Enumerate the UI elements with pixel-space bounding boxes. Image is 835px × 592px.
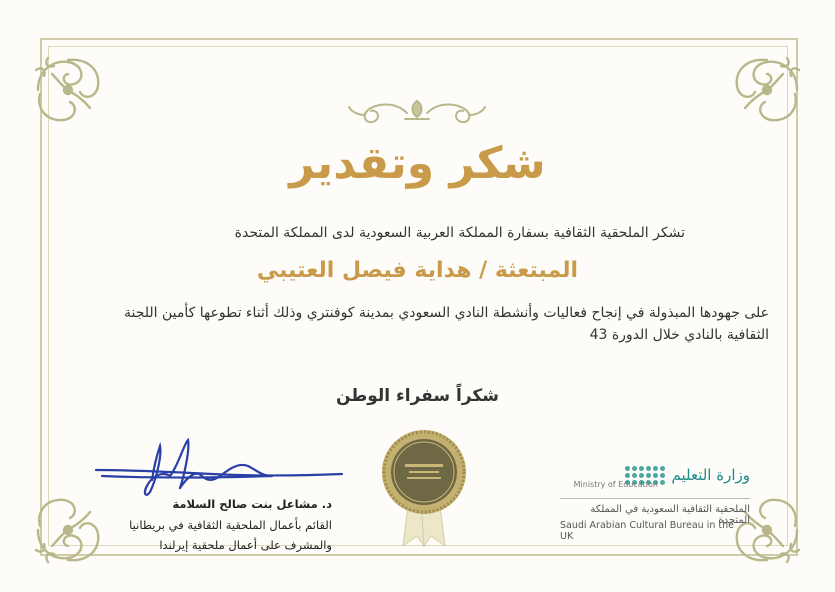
certificate-title: شكر وتقدير <box>289 138 546 189</box>
gold-seal-icon <box>375 428 473 548</box>
flourish-ornament-icon <box>345 95 490 127</box>
bureau-arabic-name: الملحقية الثقافية السعودية في المملكة المتحدة <box>590 504 750 526</box>
body-line-2: الثقافية بالنادي خلال الدورة 43 <box>589 327 769 343</box>
thanks-text: شكراً سفراء الوطن <box>335 386 500 406</box>
signatory-role-2: والمشرف على أعمال ملحقية إيرلندا <box>159 538 332 552</box>
bureau-english-name: Saudi Arabian Cultural Bureau in the UK <box>560 520 734 542</box>
signatory-name: د. مشاعل بنت صالح السلامة <box>172 497 332 511</box>
signatory-role-1: القائم بأعمال الملحقية الثقافية في بريطانيا <box>129 518 332 532</box>
ornament-corner-icon <box>28 50 108 130</box>
logos-block <box>560 458 750 542</box>
logo-divider <box>560 498 750 499</box>
body-line-1: على جهودها المبذولة في إنجاح فعاليات وأنشطة النادي السعودي بمدينة كوفنتري وذلك أثناء تطوعها كأمين اللجنة <box>124 305 769 321</box>
recipient-name: المبتعثة / هداية فيصل العتيبي <box>256 258 579 283</box>
body-text <box>69 302 769 346</box>
intro-text: تشكر الملحقية الثقافية بسفارة المملكة العربية السعودية لدى المملكة المتحدة <box>234 225 685 241</box>
ornament-corner-icon <box>727 50 807 130</box>
signature-icon <box>92 436 354 506</box>
ministry-english-name: Ministry of Education <box>573 480 658 489</box>
ministry-arabic-name: وزارة التعليم <box>671 466 750 484</box>
